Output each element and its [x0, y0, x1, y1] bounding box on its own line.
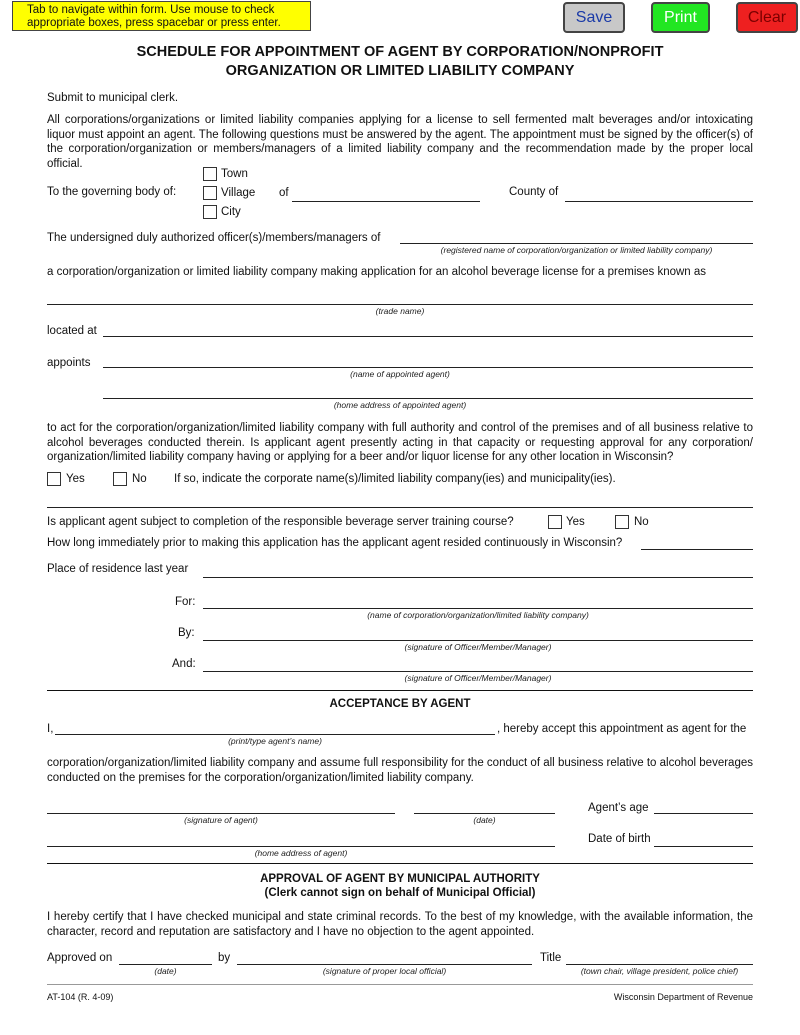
by-label: By:: [178, 627, 195, 639]
submit-instruction: Submit to municipal clerk.: [47, 92, 179, 104]
approval-heading-line-1: APPROVAL OF AGENT BY MUNICIPAL AUTHORITY: [260, 873, 540, 885]
intro-paragraph: All corporations/organizations or limited liability companies applying for a license to sell fermented malt beverages and/or intoxicating liquor must appoint an agent. The following questions must be answered by the agent. The appointment must be signed by the officer(s) of the corporation/organization or members/managers of a limited liability company and the recommendation made by the proper local official.: [47, 114, 753, 170]
print-button[interactable]: Print: [651, 2, 710, 33]
county-field[interactable]: [565, 201, 753, 202]
agent-signature-field[interactable]: [47, 813, 395, 814]
governing-body-label: To the governing body of:: [47, 186, 177, 198]
approved-on-label: Approved on: [47, 952, 113, 964]
date-of-birth-field[interactable]: [654, 846, 753, 847]
undersigned-label: The undersigned duly authorized officer(s)/members/managers of: [47, 232, 381, 244]
corporation-name-field[interactable]: [203, 608, 753, 609]
training-yes-checkbox[interactable]: [548, 515, 562, 529]
form-title-line-1: SCHEDULE FOR APPOINTMENT OF AGENT BY CORPORATION/NONPROFIT: [136, 44, 664, 60]
agent-signature-caption: (signature of agent): [184, 815, 258, 825]
official-signature-field[interactable]: [237, 964, 532, 965]
agent-home-address-field-2[interactable]: [47, 846, 555, 847]
trade-name-field[interactable]: [47, 304, 753, 305]
corporation-name-caption: (name of corporation/organization/limited liability company): [367, 610, 589, 620]
officer-signature-1-field[interactable]: [203, 640, 753, 641]
department-name: Wisconsin Department of Revenue: [613, 992, 753, 1002]
acceptance-date-caption: (date): [473, 815, 496, 825]
agent-printed-name-field[interactable]: [55, 734, 495, 735]
village-checkbox[interactable]: [203, 186, 217, 200]
title-label: Title: [540, 952, 562, 964]
officer-signature-1-caption: (signature of Officer/Member/Manager): [404, 642, 552, 652]
acceptance-heading: ACCEPTANCE BY AGENT: [329, 698, 471, 710]
appoints-label: appoints: [47, 357, 91, 369]
approval-date-field[interactable]: [119, 964, 212, 965]
residence-last-year-label: Place of residence last year: [47, 563, 189, 575]
town-checkbox[interactable]: [203, 167, 217, 181]
approval-heading-line-2: (Clerk cannot sign on behalf of Municipal Official): [264, 887, 536, 899]
form-title-line-2: ORGANIZATION OR LIMITED LIABILITY COMPANY: [225, 63, 575, 79]
residence-last-year-field[interactable]: [203, 577, 753, 578]
form-id: AT-104 (R. 4-09): [47, 992, 114, 1002]
located-at-label: located at: [47, 325, 97, 337]
training-yes-label: Yes: [566, 516, 585, 528]
approved-by-label: by: [218, 952, 231, 964]
acceptance-i-label: I,: [47, 723, 54, 735]
acting-no-label: No: [132, 473, 147, 485]
approval-date-caption: (date): [154, 966, 177, 976]
instructions-line-1: Tab to navigate within form. Use mouse to check: [27, 4, 275, 16]
form-title: [0, 43, 800, 81]
town-label: Town: [221, 168, 248, 180]
agent-home-address-field[interactable]: [103, 398, 753, 399]
date-of-birth-label: Date of birth: [588, 833, 651, 845]
residence-duration-question: How long immediately prior to making this application has the applicant agent resided continuously in Wisconsin?: [47, 537, 623, 549]
clear-button[interactable]: Clear: [736, 2, 798, 33]
agent-name-caption: (name of appointed agent): [350, 369, 450, 379]
and-label: And:: [172, 658, 196, 670]
training-no-label: No: [634, 516, 649, 528]
instructions-line-2: appropriate boxes, press spacebar or press enter.: [27, 17, 281, 29]
instructions-banner: [12, 1, 311, 31]
agent-age-field[interactable]: [654, 813, 753, 814]
training-no-checkbox[interactable]: [615, 515, 629, 529]
trade-name-caption: (trade name): [375, 306, 425, 316]
city-label: City: [221, 206, 241, 218]
village-label: Village: [221, 187, 256, 199]
acting-yes-label: Yes: [66, 473, 85, 485]
if-so-instruction: If so, indicate the corporate name(s)/limited liability company(ies) and municipality(ies).: [174, 473, 616, 485]
registered-name-field[interactable]: [400, 243, 753, 244]
approval-heading: [47, 872, 753, 900]
acting-yes-checkbox[interactable]: [47, 472, 61, 486]
footer-divider: [47, 984, 753, 985]
municipality-name-field[interactable]: [292, 201, 480, 202]
county-label: County of: [509, 186, 559, 198]
premises-address-field[interactable]: [103, 336, 753, 337]
official-title-caption: (town chair, village president, police chief): [580, 966, 739, 976]
acceptance-statement: , hereby accept this appointment as agent for the: [497, 723, 747, 735]
acting-no-checkbox[interactable]: [113, 472, 127, 486]
acceptance-date-field[interactable]: [414, 813, 555, 814]
official-signature-caption: (signature of proper local official): [322, 966, 447, 976]
of-label: of: [279, 187, 289, 199]
training-question: Is applicant agent subject to completion of the responsible beverage server training course?: [47, 516, 514, 528]
section-divider: [47, 690, 753, 691]
registered-name-caption: (registered name of corporation/organization or limited liability company): [440, 245, 713, 255]
agent-printed-name-caption: (print/type agent’s name): [228, 736, 322, 746]
other-locations-field[interactable]: [47, 507, 753, 508]
approval-divider: [47, 863, 753, 864]
premises-statement: a corporation/organization or limited liability company making application for an alcohol beverage license for a premises known as: [47, 266, 707, 278]
officer-signature-2-caption: (signature of Officer/Member/Manager): [404, 673, 552, 683]
agent-name-field[interactable]: [103, 367, 753, 368]
save-button[interactable]: Save: [563, 2, 625, 33]
acceptance-paragraph: corporation/organization/limited liability company and assume full responsibility for the conduct of all business relative to alcohol beverages conducted on the premises for the corporation/organization/limited liability company.: [47, 757, 753, 784]
for-label: For:: [175, 596, 196, 608]
city-checkbox[interactable]: [203, 205, 217, 219]
approval-paragraph: I hereby certify that I have checked municipal and state criminal records. To the best of my knowledge, with the available information, the character, record and reputation are satisfactory and I have no objection to the agent appointed.: [47, 911, 753, 938]
agent-home-address-caption-2: (home address of agent): [254, 848, 348, 858]
residence-duration-field[interactable]: [641, 549, 753, 550]
authority-paragraph: to act for the corporation/organization/limited liability company with full authority and control of the premises and of all business relative to alcohol beverages conducted therein. Is applicant agent presently acting in that capacity or requesting approval for any corporation/ organization/limited liability company having or applying for a beer and/or liquor license for any other location in Wisconsin?: [47, 422, 753, 463]
agent-age-label: Agent’s age: [588, 802, 649, 814]
agent-home-address-caption: (home address of appointed agent): [333, 400, 467, 410]
officer-signature-2-field[interactable]: [203, 671, 753, 672]
official-title-field[interactable]: [566, 964, 753, 965]
